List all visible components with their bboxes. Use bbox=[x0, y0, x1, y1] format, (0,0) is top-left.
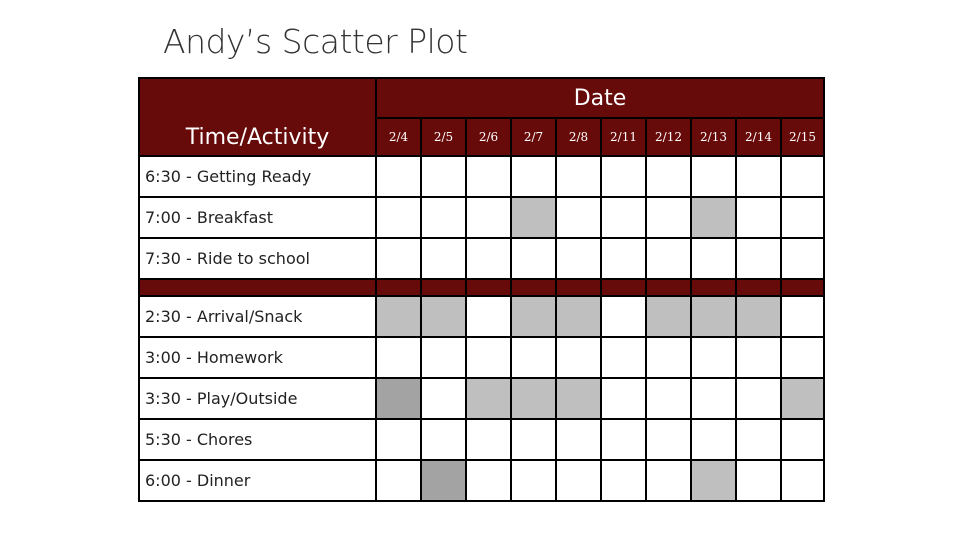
empty-cell bbox=[601, 378, 646, 419]
empty-cell bbox=[466, 419, 511, 460]
empty-cell bbox=[466, 156, 511, 197]
empty-cell bbox=[691, 337, 736, 378]
activity-label: 5:30 - Chores bbox=[139, 419, 376, 460]
empty-cell bbox=[511, 156, 556, 197]
shaded-cell bbox=[646, 296, 691, 337]
empty-cell bbox=[601, 156, 646, 197]
date-column-header: 2/8 bbox=[556, 118, 601, 156]
time-activity-header: Time/Activity bbox=[139, 78, 376, 156]
shaded-cell bbox=[376, 378, 421, 419]
date-column-header: 2/14 bbox=[736, 118, 781, 156]
empty-cell bbox=[421, 378, 466, 419]
separator-cell bbox=[691, 279, 736, 296]
date-column-header: 2/5 bbox=[421, 118, 466, 156]
date-column-header: 2/13 bbox=[691, 118, 736, 156]
empty-cell bbox=[511, 337, 556, 378]
empty-cell bbox=[466, 337, 511, 378]
empty-cell bbox=[736, 460, 781, 501]
separator-cell bbox=[376, 279, 421, 296]
empty-cell bbox=[691, 156, 736, 197]
empty-cell bbox=[646, 460, 691, 501]
empty-cell bbox=[376, 197, 421, 238]
empty-cell bbox=[511, 460, 556, 501]
date-column-header: 2/11 bbox=[601, 118, 646, 156]
empty-cell bbox=[736, 337, 781, 378]
activity-label: 2:30 - Arrival/Snack bbox=[139, 296, 376, 337]
shaded-cell bbox=[511, 296, 556, 337]
empty-cell bbox=[646, 337, 691, 378]
activity-label: 3:00 - Homework bbox=[139, 337, 376, 378]
activity-label: 7:00 - Breakfast bbox=[139, 197, 376, 238]
activity-row bbox=[139, 378, 824, 419]
empty-cell bbox=[736, 197, 781, 238]
shaded-cell bbox=[691, 460, 736, 501]
activity-row bbox=[139, 238, 824, 279]
shaded-cell bbox=[691, 197, 736, 238]
empty-cell bbox=[736, 238, 781, 279]
empty-cell bbox=[511, 419, 556, 460]
activity-label: 7:30 - Ride to school bbox=[139, 238, 376, 279]
empty-cell bbox=[736, 378, 781, 419]
empty-cell bbox=[466, 197, 511, 238]
empty-cell bbox=[421, 337, 466, 378]
empty-cell bbox=[601, 296, 646, 337]
separator-cell bbox=[556, 279, 601, 296]
empty-cell bbox=[646, 378, 691, 419]
empty-cell bbox=[646, 156, 691, 197]
empty-cell bbox=[376, 460, 421, 501]
empty-cell bbox=[466, 460, 511, 501]
empty-cell bbox=[601, 419, 646, 460]
empty-cell bbox=[781, 296, 824, 337]
activity-row bbox=[139, 156, 824, 197]
empty-cell bbox=[421, 238, 466, 279]
empty-cell bbox=[736, 419, 781, 460]
empty-cell bbox=[556, 337, 601, 378]
empty-cell bbox=[781, 156, 824, 197]
date-header: Date bbox=[376, 78, 824, 118]
activity-grid bbox=[138, 77, 825, 502]
empty-cell bbox=[556, 197, 601, 238]
empty-cell bbox=[376, 156, 421, 197]
date-column-header: 2/7 bbox=[511, 118, 556, 156]
activity-label: 6:30 - Getting Ready bbox=[139, 156, 376, 197]
empty-cell bbox=[601, 197, 646, 238]
activity-row bbox=[139, 460, 824, 501]
separator-cell bbox=[601, 279, 646, 296]
activity-label: 6:00 - Dinner bbox=[139, 460, 376, 501]
header-row bbox=[139, 78, 824, 118]
empty-cell bbox=[781, 238, 824, 279]
date-column-header: 2/6 bbox=[466, 118, 511, 156]
shaded-cell bbox=[466, 378, 511, 419]
date-column-header: 2/12 bbox=[646, 118, 691, 156]
empty-cell bbox=[781, 337, 824, 378]
shaded-cell bbox=[376, 296, 421, 337]
empty-cell bbox=[511, 238, 556, 279]
shaded-cell bbox=[511, 197, 556, 238]
shaded-cell bbox=[691, 296, 736, 337]
separator-cell bbox=[421, 279, 466, 296]
date-column-header: 2/4 bbox=[376, 118, 421, 156]
empty-cell bbox=[376, 337, 421, 378]
empty-cell bbox=[691, 238, 736, 279]
shaded-cell bbox=[781, 378, 824, 419]
separator-cell bbox=[646, 279, 691, 296]
shaded-cell bbox=[421, 296, 466, 337]
empty-cell bbox=[691, 419, 736, 460]
activity-row bbox=[139, 197, 824, 238]
empty-cell bbox=[421, 197, 466, 238]
empty-cell bbox=[466, 238, 511, 279]
empty-cell bbox=[421, 419, 466, 460]
empty-cell bbox=[556, 419, 601, 460]
separator-cell bbox=[139, 279, 376, 296]
empty-cell bbox=[736, 156, 781, 197]
empty-cell bbox=[601, 238, 646, 279]
empty-cell bbox=[691, 378, 736, 419]
empty-cell bbox=[781, 197, 824, 238]
empty-cell bbox=[376, 238, 421, 279]
date-column-header: 2/15 bbox=[781, 118, 824, 156]
activity-row bbox=[139, 296, 824, 337]
activity-label: 3:30 - Play/Outside bbox=[139, 378, 376, 419]
empty-cell bbox=[781, 460, 824, 501]
empty-cell bbox=[601, 337, 646, 378]
empty-cell bbox=[466, 296, 511, 337]
empty-cell bbox=[646, 419, 691, 460]
shaded-cell bbox=[511, 378, 556, 419]
row-separator bbox=[139, 279, 824, 296]
empty-cell bbox=[646, 238, 691, 279]
empty-cell bbox=[781, 419, 824, 460]
empty-cell bbox=[376, 419, 421, 460]
empty-cell bbox=[421, 156, 466, 197]
separator-cell bbox=[781, 279, 824, 296]
slide-title: Andy’s Scatter Plot bbox=[163, 22, 468, 61]
empty-cell bbox=[556, 156, 601, 197]
empty-cell bbox=[601, 460, 646, 501]
separator-cell bbox=[511, 279, 556, 296]
shaded-cell bbox=[556, 296, 601, 337]
shaded-cell bbox=[421, 460, 466, 501]
empty-cell bbox=[556, 460, 601, 501]
shaded-cell bbox=[736, 296, 781, 337]
shaded-cell bbox=[556, 378, 601, 419]
separator-cell bbox=[466, 279, 511, 296]
empty-cell bbox=[556, 238, 601, 279]
activity-row bbox=[139, 419, 824, 460]
empty-cell bbox=[646, 197, 691, 238]
separator-cell bbox=[736, 279, 781, 296]
activity-row bbox=[139, 337, 824, 378]
